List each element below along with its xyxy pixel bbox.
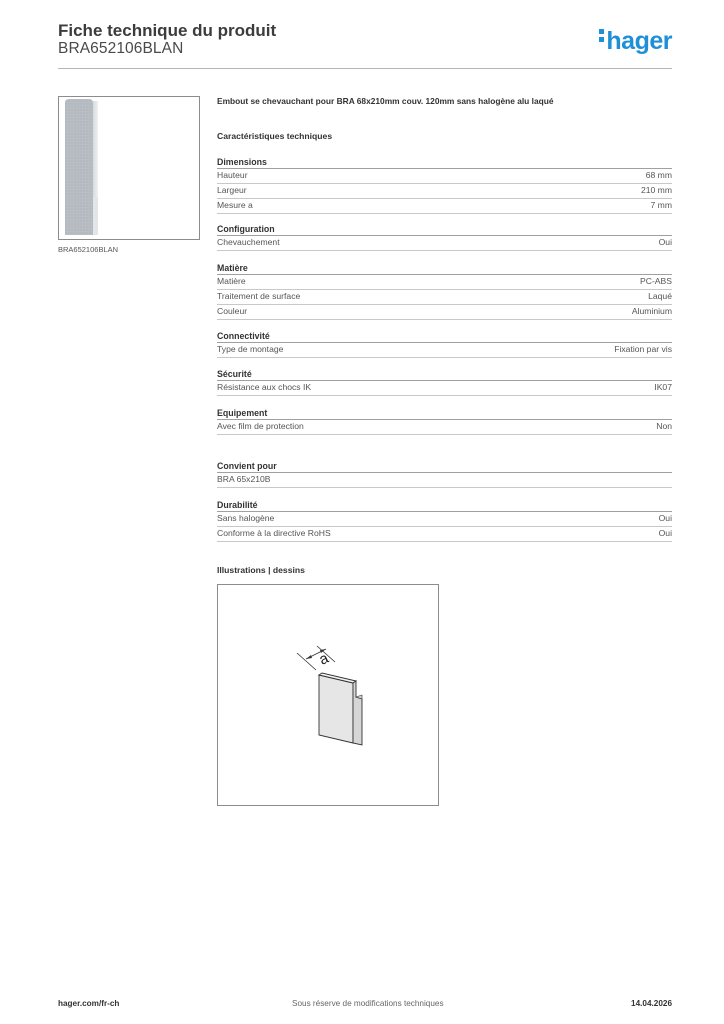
- spec-row: [217, 184, 672, 199]
- spec-label: Traitement de surface: [217, 291, 301, 301]
- section-title: Sécurité: [217, 368, 672, 381]
- section-durabilite: [217, 499, 672, 542]
- section-title: Convient pour: [217, 460, 672, 473]
- header-divider: [58, 68, 672, 69]
- spec-row: [217, 290, 672, 305]
- spec-row: [217, 305, 672, 320]
- footer-notice: Sous réserve de modifications techniques: [292, 999, 444, 1008]
- spec-value: 7 mm: [650, 200, 672, 210]
- photo-caption: BRA652106BLAN: [58, 245, 119, 254]
- spec-row: [217, 343, 672, 358]
- spec-row: [217, 473, 672, 488]
- spec-row: [217, 169, 672, 184]
- spec-label: Matière: [217, 276, 246, 286]
- logo-dots-icon: [599, 29, 604, 45]
- spec-value: PC-ABS: [640, 276, 672, 286]
- end-cap-drawing-icon: [218, 585, 438, 805]
- illustration-drawing: [217, 584, 439, 806]
- section-title: Dimensions: [217, 156, 672, 169]
- section-title: Matière: [217, 262, 672, 275]
- spec-label: Mesure a: [217, 200, 253, 210]
- spec-label: Avec film de protection: [217, 421, 304, 431]
- dimension-label: a: [316, 649, 332, 669]
- section-title: Connectivité: [217, 330, 672, 343]
- section-configuration: [217, 223, 672, 251]
- product-description: Embout se chevauchant pour BRA 68x210mm couv. 120mm sans halogène alu laqué: [217, 96, 554, 106]
- section-matiere: [217, 262, 672, 320]
- spec-row: [217, 512, 672, 527]
- section-convient-pour: [217, 460, 672, 488]
- spec-label: Sans halogène: [217, 513, 275, 523]
- spec-label: Couleur: [217, 306, 248, 316]
- spec-value: IK07: [654, 382, 672, 392]
- spec-row: [217, 420, 672, 435]
- product-photo: [58, 96, 200, 240]
- spec-value: Oui: [658, 513, 672, 523]
- technical-characteristics-title: Caractéristiques techniques: [217, 131, 333, 141]
- section-securite: [217, 368, 672, 396]
- end-cap-photo-icon: [59, 97, 199, 239]
- spec-row: [217, 199, 672, 214]
- section-connectivite: [217, 330, 672, 358]
- spec-row: [217, 527, 672, 542]
- product-reference: BRA652106BLAN: [58, 40, 184, 57]
- illustrations-title: Illustrations | dessins: [217, 565, 305, 575]
- footer-website[interactable]: hager.com/fr-ch: [58, 999, 120, 1008]
- spec-value: Oui: [658, 528, 672, 538]
- section-title: Configuration: [217, 223, 672, 236]
- section-title: Durabilité: [217, 499, 672, 512]
- spec-value: Aluminium: [631, 306, 672, 316]
- spec-label: Hauteur: [217, 170, 248, 180]
- spec-row: [217, 381, 672, 396]
- spec-label: Résistance aux chocs IK: [217, 382, 312, 392]
- spec-label: Conforme à la directive RoHS: [217, 528, 331, 538]
- spec-label: Type de montage: [217, 344, 284, 354]
- spec-value: 68 mm: [645, 170, 672, 180]
- hager-logo: [599, 27, 672, 56]
- spec-label: BRA 65x210B: [217, 474, 271, 484]
- section-equipement: [217, 407, 672, 435]
- spec-value: Fixation par vis: [614, 344, 672, 354]
- page-title: Fiche technique du produit: [58, 21, 277, 40]
- spec-row: [217, 275, 672, 290]
- spec-label: Chevauchement: [217, 237, 280, 247]
- spec-label: Largeur: [217, 185, 247, 195]
- logo-text: hager: [606, 27, 672, 55]
- spec-value: Non: [656, 421, 672, 431]
- spec-value: Laqué: [648, 291, 672, 301]
- footer-date: 14.04.2026: [631, 999, 672, 1008]
- spec-value: 210 mm: [640, 185, 672, 195]
- section-dimensions: [217, 156, 672, 214]
- spec-value: Oui: [658, 237, 672, 247]
- section-title: Equipement: [217, 407, 672, 420]
- spec-row: [217, 236, 672, 251]
